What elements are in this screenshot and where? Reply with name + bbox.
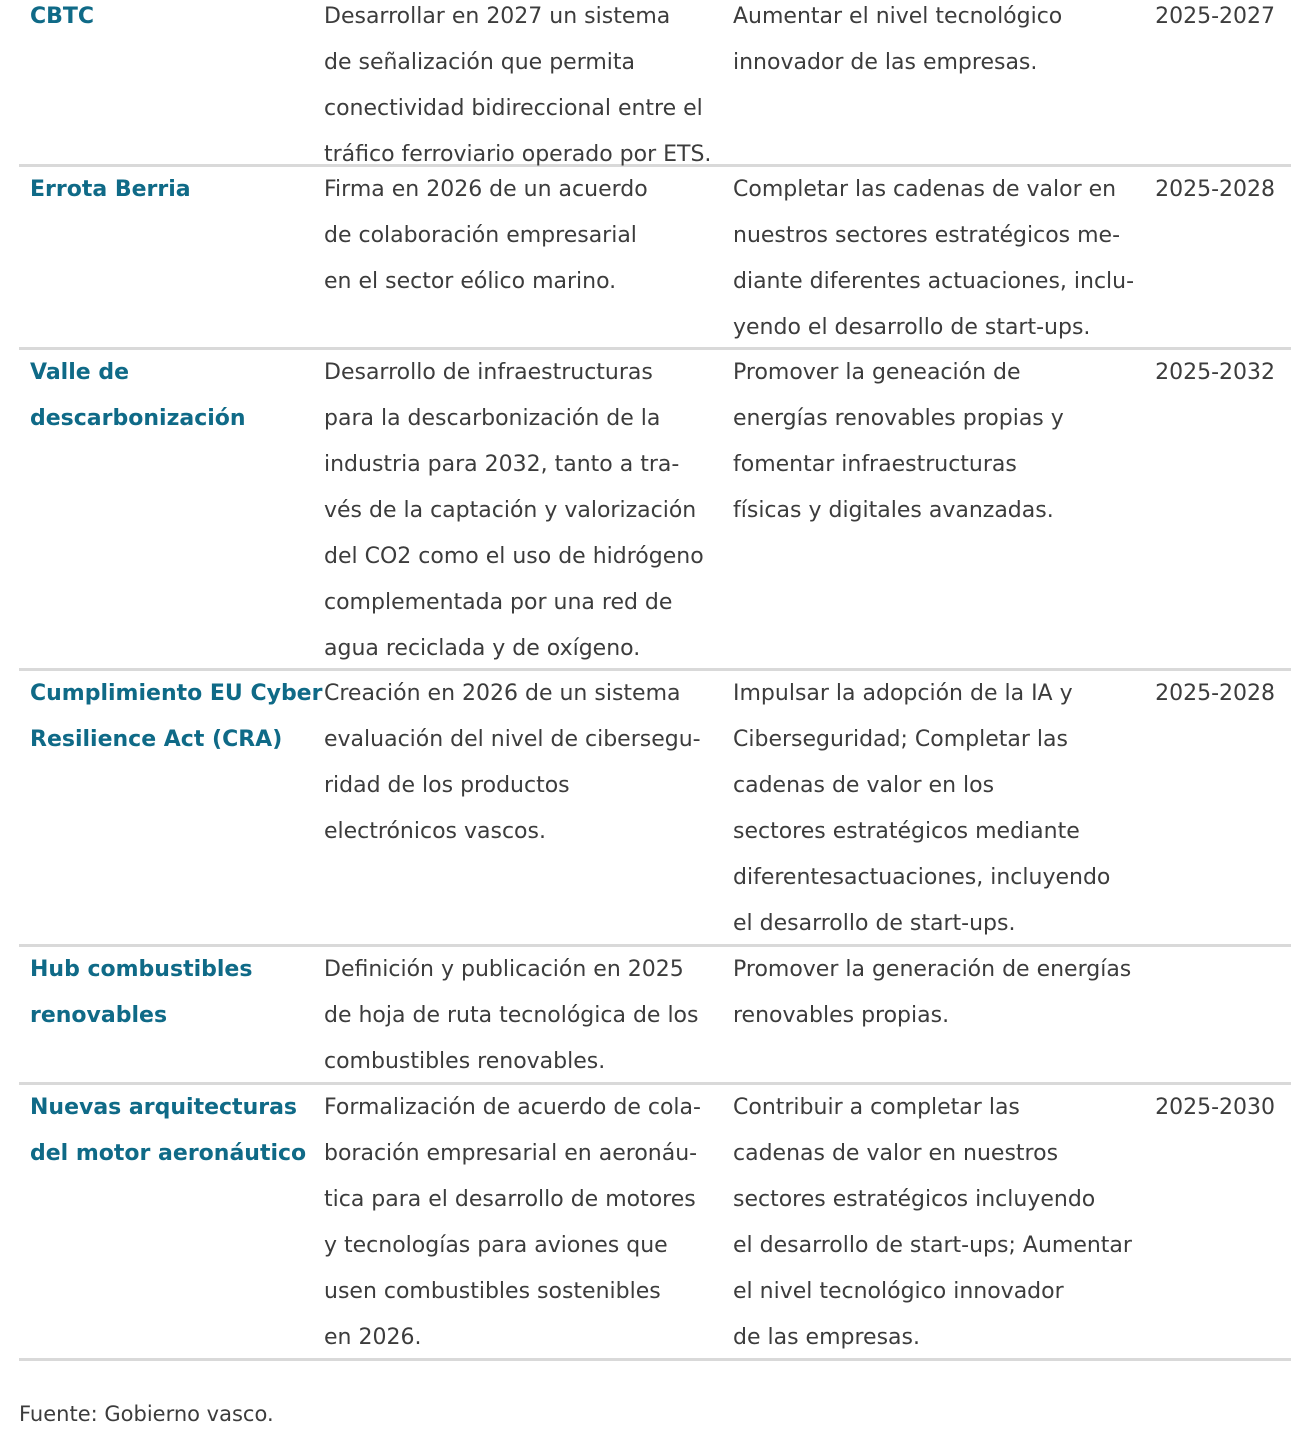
project-goal: Firma en 2026 de un acuerdo de colaboración empresarial en el sector eólico marino. [324,177,648,294]
project-period: 2025-2030 [1155,1095,1275,1120]
project-objective: Promover la generación de energías renovables propias. [733,957,1132,1028]
project-objective: Impulsar la adopción de la IA y Ciberseguridad; Completar las cadenas de valor en los sectores estratégicos mediante diferentesactuaciones, incluyendo el desarrollo de start-ups. [733,681,1111,936]
project-period: 2025-2032 [1155,360,1275,385]
table-row [19,1085,1291,1361]
project-name: Nuevas arquitecturas del motor aeronáutico [30,1095,307,1166]
project-goal: Creación en 2026 de un sistema evaluación del nivel de cibersegu- ridad de los productos electrónicos vascos. [324,681,701,844]
project-goal: Definición y publicación en 2025 de hoja de ruta tecnológica de los combustibles renovables. [324,957,699,1074]
table-row [19,671,1291,947]
project-name: Errota Berria [30,177,191,202]
project-name: Cumplimiento EU Cyber Resilience Act (CRA) [30,681,323,752]
table-row [19,947,1291,1085]
project-goal: Desarrollo de infraestructuras para la descarbonización de la industria para 2032, tanto a tra- vés de la captación y valorización del CO2 como el uso de hidrógeno complementada por una red de agua reciclada y de oxígeno. [324,360,704,661]
project-period: 2025-2027 [1155,4,1275,29]
project-objective: Completar las cadenas de valor en nuestros sectores estratégicos me- diante diferentes actuaciones, inclu- yendo el desarrollo de start-ups. [733,177,1135,340]
source-note: Fuente: Gobierno vasco. [19,1402,274,1426]
project-name: CBTC [30,4,95,29]
project-objective: Contribuir a completar las cadenas de valor en nuestros sectores estratégicos incluyendo el desarrollo de start-ups; Aumentar el nivel tecnológico innovador de las empresas. [733,1095,1132,1350]
project-objective: Promover la geneación de energías renovables propias y fomentar infraestructuras físicas y digitales avanzadas. [733,360,1064,523]
project-goal: Desarrollar en 2027 un sistema de señalización que permita conectividad bidireccional entre el tráfico ferroviario operado por ETS. [324,4,712,167]
project-goal: Formalización de acuerdo de cola- boración empresarial en aeronáu- tica para el desarrollo de motores y tecnologías para aviones que usen combustibles sostenibles en 2026. [324,1095,701,1350]
project-objective: Aumentar el nivel tecnológico innovador de las empresas. [733,4,1063,75]
project-period: 2025-2028 [1155,681,1275,706]
table-row [19,350,1291,671]
project-period: 2025-2028 [1155,177,1275,202]
project-name: Valle de descarbonización [30,360,246,431]
project-period [1153,947,1291,1082]
table-row [19,0,1291,167]
project-name: Hub combustibles renovables [30,957,253,1028]
projects-table [19,0,1291,1361]
table-row [19,167,1291,350]
